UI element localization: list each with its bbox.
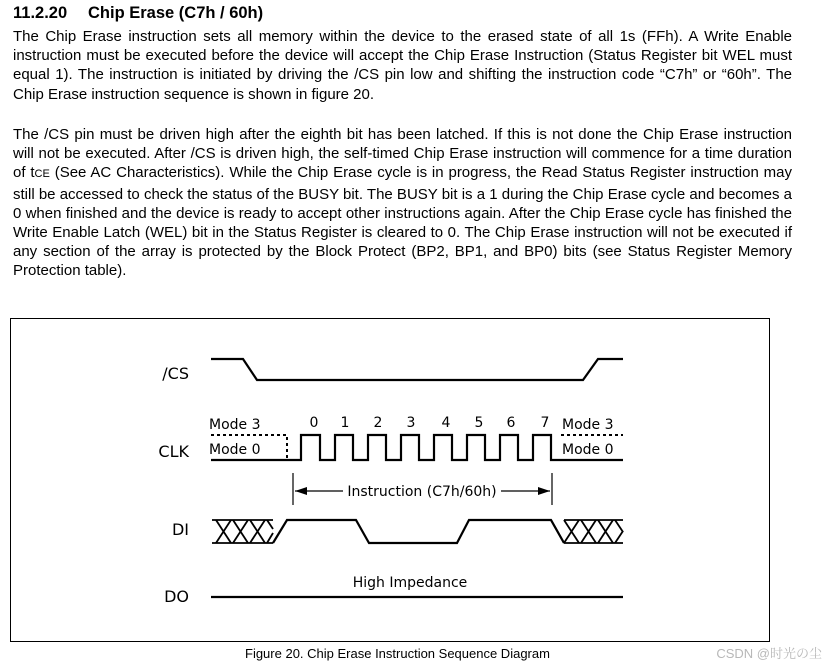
bit-labels xyxy=(310,415,550,431)
paragraph-2-after: (See AC Characteristics). While the Chip Erase cycle is in progress, the Read Status Register instruction may still be accessed to check the status of the BUSY bit. The BUSY bit is a 1 during the Chip Erase cycle and becomes a 0 when finished and the device is ready to accept other instructions again. After the Chip Erase cycle has finished the Write Enable Latch (WEL) bit in the Status Register is cleared to 0. The Chip Erase instruction will not be executed if any section of the array is protected by the Block Protect (BP2, BP1, and BP0) bits (see Status Register Memory Protection table). xyxy=(13,164,792,280)
instruction-arrowhead-right xyxy=(538,487,550,495)
instruction-arrowhead-left xyxy=(295,487,307,495)
bit-label: 3 xyxy=(406,415,416,431)
paragraph-1: The Chip Erase instruction sets all memory within the device to the erased state of all 1s (FFh). A Write Enable instruction must be executed before the device will accept the Chip Erase Instruction (Status Register bit WEL must equal 1). The instruction is initiated by driving the /CS pin low and shifting the instruction code “C7h” or “60h”. The Chip Erase instruction sequence is shown in figure 20. xyxy=(13,28,792,103)
clk-label: CLK xyxy=(158,442,189,461)
section-title: Chip Erase (C7h / 60h) xyxy=(88,4,264,22)
mode0-left-label: Mode 0 xyxy=(209,442,261,458)
paragraph-2-before: The /CS pin must be driven high after the eighth bit has been latched. If this is not done the Chip Erase instruction will not be executed. After /CS is driven high, the self-timed Chip Erase instruction will commence for a time duration of t xyxy=(13,126,792,182)
section-heading xyxy=(13,4,263,23)
timing-diagram xyxy=(10,318,770,642)
mode0-right-label: Mode 0 xyxy=(562,442,614,458)
high-impedance-label: High Impedance xyxy=(352,575,468,591)
di-dont-care-left xyxy=(212,520,273,543)
instruction-label: Instruction (C7h/60h) xyxy=(347,484,497,500)
watermark: CSDN @时光の尘 xyxy=(716,646,822,661)
bit-label: 4 xyxy=(441,415,451,431)
di-dont-care-right xyxy=(551,520,623,543)
bit-label: 5 xyxy=(474,415,484,431)
section-number: 11.2.20 xyxy=(13,4,68,22)
bit-label: 1 xyxy=(340,415,350,431)
bit-label: 0 xyxy=(309,415,319,431)
cs-label: /CS xyxy=(162,364,189,383)
bit-label: 6 xyxy=(506,415,516,431)
cs-waveform xyxy=(211,359,623,380)
di-label: DI xyxy=(171,520,189,539)
timing-diagram-svg xyxy=(11,319,771,643)
tce-subscript: CE xyxy=(34,168,50,181)
bit-label: 2 xyxy=(373,415,383,431)
mode3-right-label: Mode 3 xyxy=(562,417,614,433)
mode3-left-label: Mode 3 xyxy=(209,417,261,433)
bit-label: 7 xyxy=(540,415,550,431)
di-waveform xyxy=(273,520,564,543)
do-label: DO xyxy=(164,587,189,606)
paragraph-2 xyxy=(13,125,792,281)
figure-caption: Figure 20. Chip Erase Instruction Sequence Diagram xyxy=(245,646,550,661)
